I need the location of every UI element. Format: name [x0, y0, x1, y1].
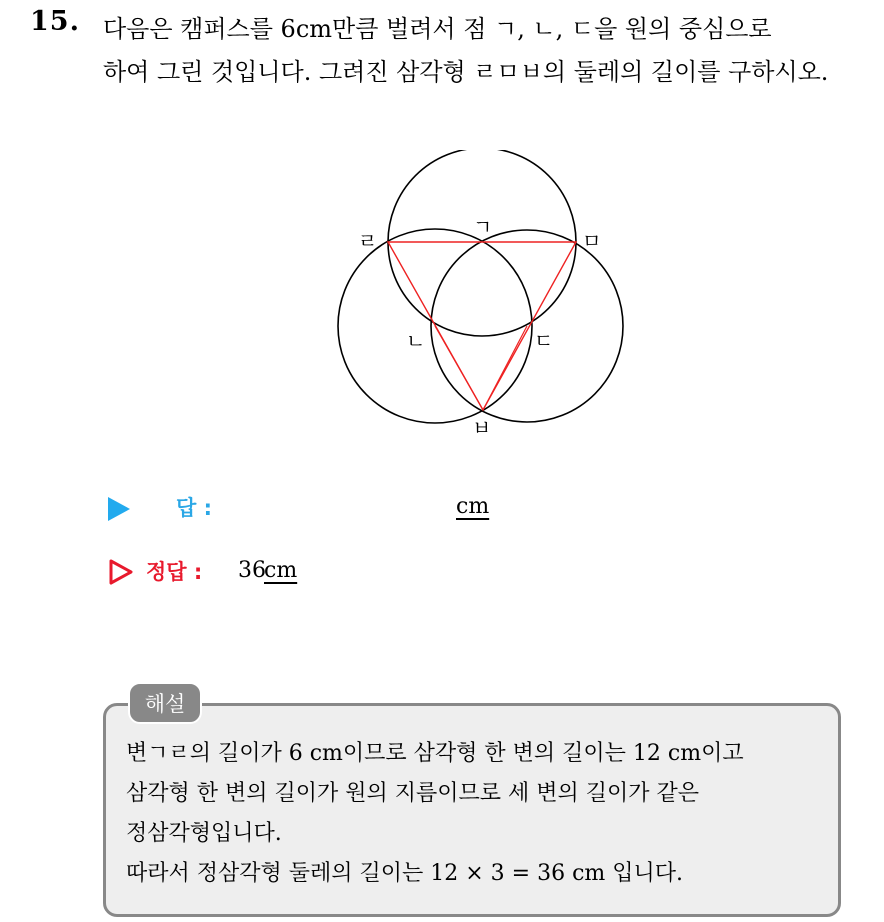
solution-line-1: 변ㄱㄹ의 길이가 6 cm이므로 삼각형 한 변의 길이는 12 cm이고	[126, 741, 744, 766]
three-circles-figure	[320, 150, 640, 450]
correct-answer-row	[108, 556, 508, 592]
label-bottom: ㅂ	[472, 416, 492, 440]
question-line-2: 하여 그린 것입니다. 그려진 삼각형 ㄹㅁㅂ의 둘레의 길이를 구하시오.	[103, 58, 829, 86]
answer-row	[108, 492, 508, 528]
question-number: 15.	[30, 6, 80, 37]
solution-line-2: 삼각형 한 변의 길이가 원의 지름이므로 세 변의 길이가 같은	[126, 781, 699, 806]
triangle-outline	[388, 242, 576, 410]
solution-line-4: 따라서 정삼각형 둘레의 길이는 12 × 3 = 36 cm 입니다.	[126, 861, 683, 886]
inner-triangle-right-side	[483, 326, 527, 410]
label-top-right: ㅁ	[582, 229, 602, 253]
correct-answer-value: 36	[238, 558, 266, 583]
filled-triangle-icon	[108, 497, 130, 521]
correct-answer-unit: cm	[264, 558, 298, 583]
solution-line-3: 정삼각형입니다.	[126, 821, 282, 846]
inner-triangle-left-side	[435, 326, 483, 410]
answer-label: 답 :	[176, 496, 212, 520]
label-right-center: ㄷ	[534, 329, 554, 353]
label-top-left: ㄹ	[358, 229, 378, 253]
circle-center-top	[388, 150, 576, 336]
question-line-1: 다음은 캠퍼스를 6cm만큼 벌려서 점 ㄱ, ㄴ, ㄷ을 원의 중심으로	[103, 15, 772, 43]
outline-triangle-icon	[108, 558, 134, 586]
correct-answer-label: 정답 :	[146, 560, 203, 584]
solution-text	[126, 734, 836, 894]
solution-tag: 해설	[128, 682, 202, 724]
question-text	[103, 8, 873, 94]
label-left-center: ㄴ	[406, 329, 426, 353]
label-top-center: ㄱ	[473, 215, 493, 239]
answer-unit: cm	[456, 494, 490, 519]
